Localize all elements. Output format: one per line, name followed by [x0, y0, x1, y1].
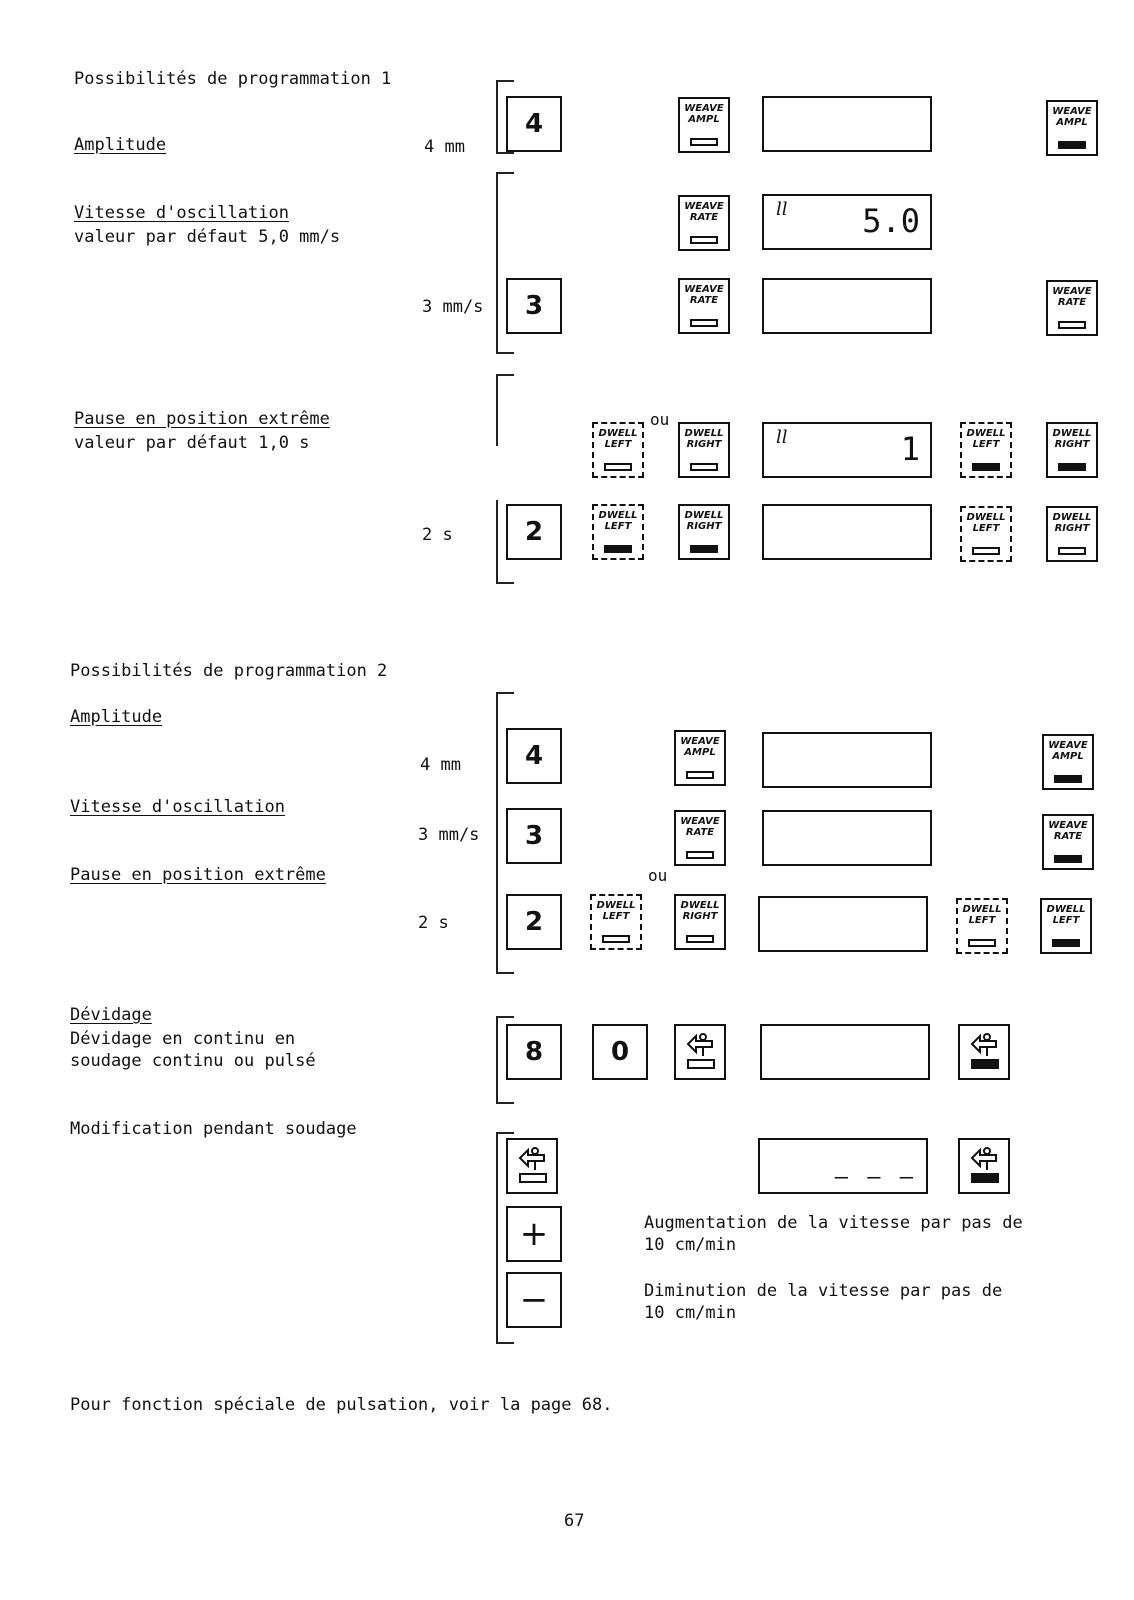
led-on-icon — [1054, 855, 1082, 863]
dwell-label: Pause en position extrême — [70, 865, 326, 885]
button-label: LEFT — [1052, 915, 1080, 926]
weave-rate-button[interactable] — [1046, 280, 1098, 336]
speed-default: valeur par défaut 5,0 mm/s — [74, 227, 341, 247]
led-on-icon — [1052, 939, 1080, 947]
increase-text: Augmentation de la vitesse par pas de — [644, 1213, 1023, 1233]
key-0[interactable]: 0 — [592, 1024, 648, 1080]
display-value: 5.0 — [862, 202, 920, 240]
display — [760, 1024, 930, 1080]
speed-label: Vitesse d'oscillation — [74, 203, 289, 223]
display — [758, 1138, 928, 1194]
decrease-text: Diminution de la vitesse par pas de — [644, 1281, 1003, 1301]
dwell-label: Pause en position extrême — [74, 409, 330, 429]
speed-value: 3 mm/s — [418, 825, 480, 845]
wire-feed-button[interactable] — [506, 1138, 558, 1194]
button-label: LEFT — [968, 915, 996, 926]
weave-rate-button[interactable] — [678, 278, 730, 334]
button-label: WEAVE — [1052, 286, 1092, 297]
or-label: ou — [650, 410, 670, 429]
dwell-left-button[interactable] — [960, 506, 1012, 562]
increase-text: 10 cm/min — [644, 1235, 737, 1255]
wire-feed-icon — [970, 1146, 1000, 1186]
button-label: DWELL — [598, 428, 638, 439]
decrease-text: 10 cm/min — [644, 1303, 737, 1323]
weave-rate-button[interactable] — [674, 810, 726, 866]
or-label: ou — [648, 866, 668, 885]
display — [762, 732, 932, 788]
led-off-icon — [690, 236, 718, 244]
button-label: LEFT — [972, 523, 1000, 534]
button-label: RIGHT — [686, 439, 722, 450]
dwell-right-button-lit[interactable] — [1046, 422, 1098, 478]
display — [762, 810, 932, 866]
display — [762, 278, 932, 334]
dwell-right-button[interactable] — [678, 422, 730, 478]
led-off-icon — [686, 935, 714, 943]
button-label: RATE — [685, 827, 715, 838]
plus-key[interactable]: + — [506, 1206, 562, 1262]
button-label: RATE — [689, 295, 719, 306]
dwell-value: 2 s — [422, 525, 453, 545]
led-off-icon — [1058, 547, 1086, 555]
display-marker: ll — [776, 427, 788, 448]
button-label: DWELL — [596, 900, 636, 911]
button-label: DWELL — [966, 428, 1006, 439]
button-label: AMPL — [1056, 117, 1088, 128]
button-label: WEAVE — [680, 736, 720, 747]
led-off-icon — [604, 463, 632, 471]
amplitude-label: Amplitude — [74, 135, 167, 155]
wire-feed-icon — [686, 1032, 716, 1072]
display — [762, 422, 932, 478]
weave-rate-button[interactable] — [678, 195, 730, 251]
dwell-left-button[interactable] — [590, 894, 642, 950]
weave-ampl-button-lit[interactable] — [1042, 734, 1094, 790]
button-label: AMPL — [688, 114, 720, 125]
button-label: RATE — [689, 212, 719, 223]
led-on-icon — [604, 545, 632, 553]
wire-feed-button-lit[interactable] — [958, 1024, 1010, 1080]
weave-ampl-button-lit[interactable] — [1046, 100, 1098, 156]
button-label: LEFT — [604, 439, 632, 450]
wirefeed-desc: soudage continu ou pulsé — [70, 1051, 316, 1071]
wire-feed-icon — [970, 1032, 1000, 1072]
key-2[interactable]: 2 — [506, 894, 562, 950]
page-number: 67 — [564, 1511, 585, 1531]
led-off-icon — [1058, 321, 1086, 329]
key-4[interactable]: 4 — [506, 728, 562, 784]
weave-ampl-button[interactable] — [674, 730, 726, 786]
button-label: RATE — [1053, 831, 1083, 842]
section2-title: Possibilités de programmation 2 — [70, 661, 388, 681]
button-label: DWELL — [684, 428, 724, 439]
speed-label: Vitesse d'oscillation — [70, 797, 285, 817]
display — [758, 896, 928, 952]
button-label: RIGHT — [1054, 439, 1090, 450]
button-label: WEAVE — [680, 816, 720, 827]
dwell-right-button[interactable] — [1046, 506, 1098, 562]
led-off-icon — [972, 547, 1000, 555]
button-label: LEFT — [604, 521, 632, 532]
led-off-icon — [690, 319, 718, 327]
button-label: RATE — [1057, 297, 1087, 308]
dwell-left-button-lit[interactable] — [1040, 898, 1092, 954]
led-on-icon — [690, 545, 718, 553]
weave-rate-button-lit[interactable] — [1042, 814, 1094, 870]
button-label: DWELL — [598, 510, 638, 521]
dwell-left-button-lit[interactable] — [960, 422, 1012, 478]
display-dashes: – – – — [834, 1165, 916, 1190]
button-label: RIGHT — [686, 521, 722, 532]
footer-note: Pour fonction spéciale de pulsation, voir la page 68. — [70, 1395, 613, 1415]
wirefeed-label: Dévidage — [70, 1005, 152, 1025]
led-off-icon — [690, 463, 718, 471]
led-on-icon — [1054, 775, 1082, 783]
button-label: RIGHT — [682, 911, 718, 922]
dwell-left-button[interactable] — [956, 898, 1008, 954]
led-on-icon — [972, 463, 1000, 471]
dwell-default: valeur par défaut 1,0 s — [74, 433, 310, 453]
button-label: WEAVE — [684, 201, 724, 212]
key-8[interactable]: 8 — [506, 1024, 562, 1080]
dwell-left-button[interactable] — [592, 422, 644, 478]
display — [762, 504, 932, 560]
display — [762, 96, 932, 152]
led-off-icon — [686, 851, 714, 859]
display-value: 1 — [900, 430, 920, 468]
led-on-icon — [1058, 463, 1086, 471]
weave-ampl-button[interactable] — [678, 97, 730, 153]
button-label: AMPL — [684, 747, 716, 758]
minus-key[interactable]: − — [506, 1272, 562, 1328]
button-label: DWELL — [962, 904, 1002, 915]
step-bracket — [496, 374, 514, 446]
button-label: WEAVE — [684, 103, 724, 114]
button-label: WEAVE — [1048, 820, 1088, 831]
button-label: LEFT — [972, 439, 1000, 450]
button-label: RIGHT — [1054, 523, 1090, 534]
wirefeed-desc: Dévidage en continu en — [70, 1029, 296, 1049]
display-marker: ll — [776, 199, 788, 220]
amplitude-value: 4 mm — [424, 137, 465, 157]
key-3[interactable]: 3 — [506, 808, 562, 864]
section1-title: Possibilités de programmation 1 — [74, 69, 392, 89]
key-2[interactable]: 2 — [506, 504, 562, 560]
button-label: DWELL — [1052, 428, 1092, 439]
dwell-right-button-lit[interactable] — [678, 504, 730, 560]
button-label: DWELL — [684, 510, 724, 521]
wire-feed-button[interactable] — [674, 1024, 726, 1080]
wire-feed-button-lit[interactable] — [958, 1138, 1010, 1194]
button-label: DWELL — [680, 900, 720, 911]
dwell-left-button-lit[interactable] — [592, 504, 644, 560]
dwell-value: 2 s — [418, 913, 449, 933]
button-label: WEAVE — [1052, 106, 1092, 117]
button-label: AMPL — [1052, 751, 1084, 762]
led-off-icon — [968, 939, 996, 947]
led-off-icon — [686, 771, 714, 779]
button-label: DWELL — [1052, 512, 1092, 523]
speed-value: 3 mm/s — [422, 297, 484, 317]
led-off-icon — [602, 935, 630, 943]
button-label: DWELL — [966, 512, 1006, 523]
wire-feed-icon — [518, 1146, 548, 1186]
button-label: WEAVE — [684, 284, 724, 295]
button-label: LEFT — [602, 911, 630, 922]
modify-label: Modification pendant soudage — [70, 1119, 357, 1139]
dwell-right-button[interactable] — [674, 894, 726, 950]
led-off-icon — [690, 138, 718, 146]
display — [762, 194, 932, 250]
key-3[interactable]: 3 — [506, 278, 562, 334]
amplitude-value: 4 mm — [420, 755, 461, 775]
amplitude-label: Amplitude — [70, 707, 163, 727]
key-4[interactable]: 4 — [506, 96, 562, 152]
button-label: DWELL — [1046, 904, 1086, 915]
button-label: WEAVE — [1048, 740, 1088, 751]
led-on-icon — [1058, 141, 1086, 149]
